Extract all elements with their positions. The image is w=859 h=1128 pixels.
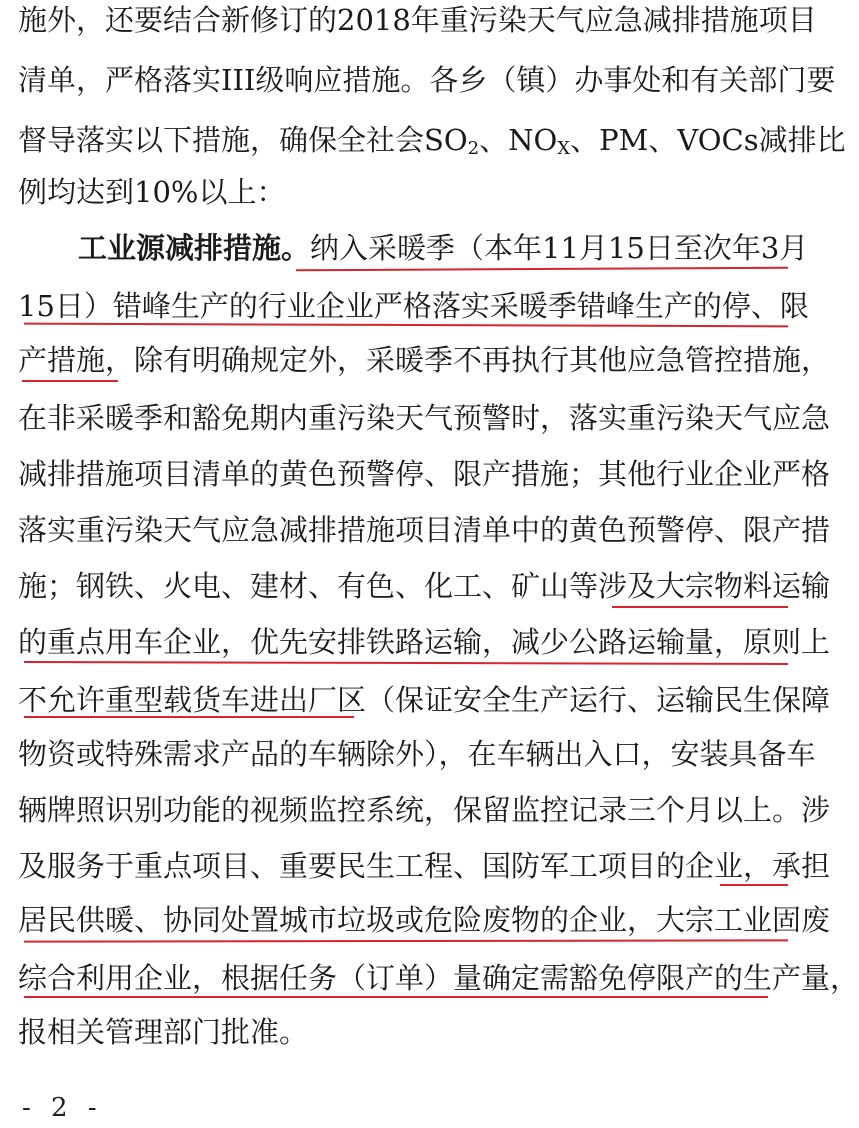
text-line: 在非采暖季和豁免期内重污染天气预警时，落实重污染天气应急 <box>18 401 831 435</box>
text-line: 综合利用企业，根据任务（订单）量确定需豁免停限产的生产量， <box>18 961 859 995</box>
red-underline <box>612 606 788 608</box>
red-underline <box>24 996 768 998</box>
red-underline <box>22 380 118 382</box>
text-fragment: 、NO <box>479 123 558 157</box>
text-line: 施外，还要结合新修订的2018年重污染天气应急减排措施项目 <box>18 3 817 37</box>
text-line: 清单，严格落实III级响应措施。各乡（镇）办事处和有关部门要 <box>18 63 836 97</box>
text-line <box>78 228 809 268</box>
red-underline <box>24 939 788 942</box>
text-line <box>18 120 846 160</box>
text-line: 报相关管理部门批准。 <box>18 1015 309 1049</box>
text-line: 15日）错峰生产的行业企业严格落实采暖季错峰生产的停、限 <box>18 289 809 323</box>
text-line: 及服务于重点项目、重要民生工程、国防军工项目的企业，承担 <box>18 849 831 883</box>
text-fragment: 纳入采暖季（本年11月15日至次年3月 <box>310 231 809 265</box>
text-line: 减排措施项目清单的黄色预警停、限产措施；其他行业企业严格 <box>18 457 831 491</box>
page-number: - 2 - <box>22 1093 103 1123</box>
text-line: 的重点用车企业，优先安排铁路运输，减少公路运输量，原则上 <box>18 625 831 659</box>
text-line: 例均达到10%以上： <box>18 175 286 209</box>
text-line: 居民供暖、协同处置城市垃圾或危险废物的企业，大宗工业固废 <box>18 903 831 937</box>
subscript-2: 2 <box>467 138 480 159</box>
subscript-x: X <box>557 138 571 159</box>
red-underline <box>720 884 788 886</box>
text-fragment: 、PM、VOCs减排比 <box>570 123 846 157</box>
text-line: 物资或特殊需求产品的车辆除外），在车辆出入口，安装具备车 <box>18 737 816 771</box>
text-line: 不允许重型载货车进出厂区（保证安全生产运行、运输民生保障 <box>18 683 831 717</box>
red-underline <box>24 716 354 718</box>
text-line: 施；钢铁、火电、建材、有色、化工、矿山等涉及大宗物料运输 <box>18 569 831 603</box>
text-fragment: 督导落实以下措施，确保全社会SO <box>18 123 468 157</box>
text-line: 落实重污染天气应急减排措施项目清单中的黄色预警停、限产措 <box>18 513 831 547</box>
section-heading: 工业源减排措施。 <box>78 231 311 265</box>
text-line: 产措施，除有明确规定外，采暖季不再执行其他应急管控措施， <box>18 343 831 377</box>
text-line: 辆牌照识别功能的视频监控系统，保留监控记录三个月以上。涉 <box>18 793 831 827</box>
